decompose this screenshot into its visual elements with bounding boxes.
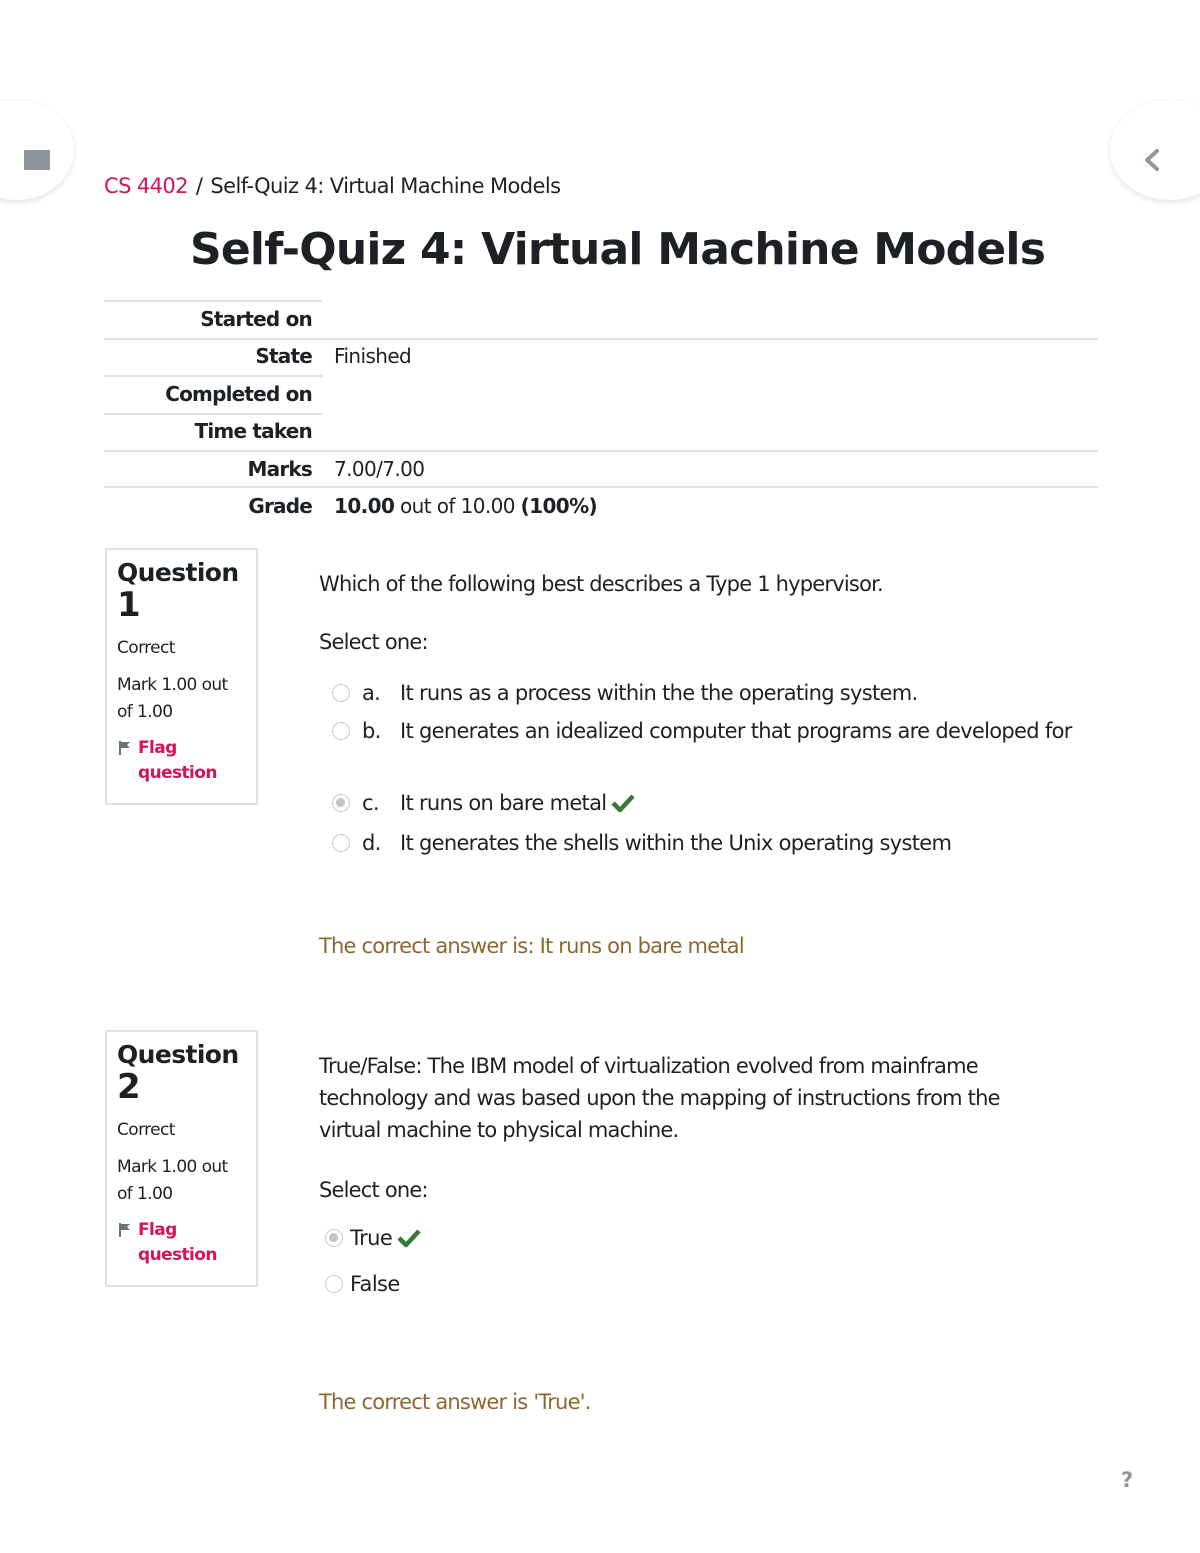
answer-text: It runs on bare metal (400, 791, 607, 815)
summary-value: 7.00/7.00 (334, 456, 425, 481)
grade-score: 10.00 (334, 494, 395, 519)
answer-text: It runs as a process within the the operating system. (400, 681, 918, 705)
breadcrumb (104, 174, 560, 198)
correct-check-icon (397, 1228, 421, 1248)
summary-label: Marks (247, 456, 312, 481)
summary-row-state (104, 338, 1098, 376)
answer-option[interactable] (332, 826, 1072, 860)
answer-option[interactable] (332, 676, 1072, 710)
answer-letter: b. (362, 719, 381, 743)
answer-text: True (350, 1226, 393, 1250)
question-state: Correct (117, 638, 175, 658)
answer-option[interactable] (332, 714, 1072, 748)
answer-letter: c. (362, 791, 379, 815)
question-text: Which of the following best describes a Type 1 hypervisor. (319, 572, 883, 596)
summary-label: Grade (248, 494, 312, 519)
question-mark: Mark 1.00 out of 1.00 (117, 675, 228, 722)
select-one-prompt: Select one: (319, 1178, 428, 1202)
answer-text: It generates the shells within the Unix operating system (400, 831, 952, 855)
select-one-prompt: Select one: (319, 630, 428, 654)
breadcrumb-course-link[interactable]: CS 4402 (104, 174, 188, 198)
summary-label: State (255, 344, 312, 369)
answer-text: It generates an idealized computer that programs are developed for (400, 719, 1072, 743)
question-state: Correct (117, 1120, 175, 1140)
flag-question-link[interactable] (117, 1218, 246, 1268)
breadcrumb-separator: / (195, 174, 203, 198)
answer-letter: a. (362, 681, 381, 705)
flag-question-link[interactable] (117, 736, 246, 786)
answer-option-true[interactable] (325, 1226, 421, 1250)
summary-label: Started on (200, 306, 312, 331)
block-drawer-toggle-button[interactable] (1110, 100, 1200, 200)
summary-row-time-taken (104, 413, 1098, 451)
grade-out-of: out of 10.00 (394, 494, 521, 519)
correct-answer-feedback: The correct answer is: It runs on bare metal (319, 934, 744, 958)
question-info-box (105, 548, 258, 805)
page-title: Self-Quiz 4: Virtual Machine Models (190, 224, 1046, 275)
summary-row-completed-on (104, 375, 1098, 413)
flag-question-label: Flag question (138, 1220, 217, 1265)
answer-radio[interactable] (332, 684, 350, 702)
question-heading: Question (117, 558, 239, 587)
help-button[interactable]: ? (1121, 1468, 1134, 1492)
question-heading: Question (117, 1040, 239, 1069)
question-mark: Mark 1.00 out of 1.00 (117, 1157, 228, 1204)
breadcrumb-current: Self-Quiz 4: Virtual Machine Models (210, 174, 561, 198)
attempt-summary-table (104, 300, 1098, 525)
summary-label: Completed on (165, 381, 312, 406)
grade-percent: (100%) (520, 494, 598, 519)
answer-radio-selected[interactable] (325, 1229, 343, 1247)
chevron-left-icon (1142, 148, 1162, 172)
answer-letter: d. (362, 831, 381, 855)
answer-radio-selected[interactable] (332, 794, 350, 812)
summary-value: Finished (334, 344, 412, 369)
summary-row-started-on (104, 300, 1098, 338)
summary-row-marks (104, 450, 1098, 488)
answer-option[interactable] (332, 786, 1072, 820)
correct-answer-feedback: The correct answer is 'True'. (319, 1390, 591, 1414)
flag-icon (117, 1222, 133, 1238)
answer-radio[interactable] (332, 834, 350, 852)
answer-option-false[interactable] (325, 1272, 400, 1296)
summary-label: Time taken (194, 419, 312, 444)
question-number: 2 (117, 1067, 141, 1107)
correct-check-icon (611, 793, 635, 813)
summary-value (322, 494, 597, 518)
answer-text: False (350, 1272, 400, 1296)
question-text: True/False: The IBM model of virtualization evolved from mainframe technology and was based upon the mapping of instructions from the virtual machine to physical machine. (319, 1054, 1000, 1142)
flag-question-label: Flag question (138, 738, 217, 783)
summary-row-grade (104, 488, 1098, 526)
answer-radio[interactable] (332, 722, 350, 740)
flag-icon (117, 740, 133, 756)
question-number: 1 (117, 585, 141, 625)
answer-radio[interactable] (325, 1275, 343, 1293)
course-index-icon (24, 150, 50, 170)
course-index-toggle-button[interactable] (0, 100, 74, 200)
question-info-box (105, 1030, 258, 1287)
